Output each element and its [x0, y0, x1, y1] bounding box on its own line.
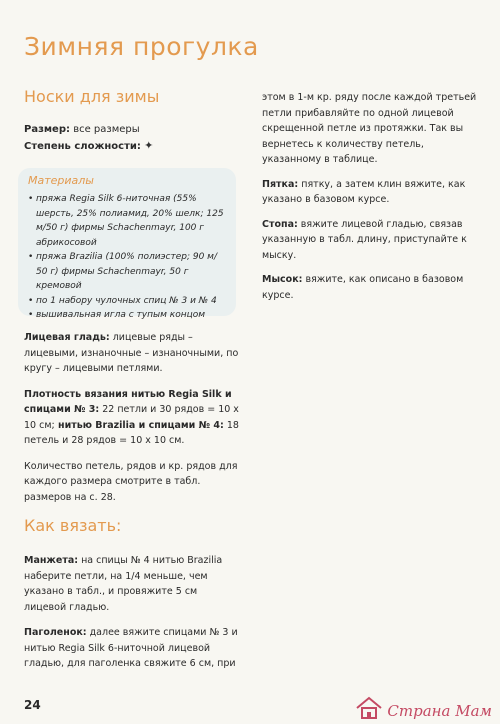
- materials-title: Материалы: [28, 174, 94, 187]
- left-column: [24, 330, 239, 515]
- foot-label: Стопа:: [262, 218, 298, 230]
- foot-text: вяжите лицевой гладью, связав указанную в табл. длину, приступайте к мыску.: [262, 218, 467, 261]
- gauge-text-1: 22 петли и 30 рядов = 10 x 10 см;: [24, 404, 239, 431]
- foot-paragraph: [262, 217, 477, 264]
- section-subtitle: Носки для зимы: [24, 87, 160, 106]
- gauge-text-2: 18 петель и 28 рядов = 10 x 10 см.: [24, 419, 239, 446]
- materials-list: [28, 192, 228, 323]
- size-line: [24, 122, 153, 138]
- difficulty-star-icon: ✦: [144, 139, 154, 152]
- watermark: [355, 696, 492, 720]
- list-item: • по 1 набору чулочных спиц № 3 и № 4: [28, 294, 228, 309]
- pattern-meta: [24, 122, 153, 155]
- heel-text: пятку, а затем клин вяжите, как указано в базовом курсе.: [262, 178, 466, 205]
- right-column: [262, 90, 477, 312]
- difficulty-line: [24, 138, 153, 155]
- leg-label: Паголенок:: [24, 627, 87, 638]
- leg-text: далее вяжите спицами № 3 и нитью Regia Silk 6-ниточной лицевой гладью, для паголенка свяжите 6 см, при: [24, 627, 238, 669]
- gauge-label-2: нитью Brazilia и спицами № 4:: [54, 419, 224, 431]
- heel-label: Пятка:: [262, 178, 299, 190]
- difficulty-label: Степень сложности:: [24, 141, 141, 152]
- heel-paragraph: [262, 177, 477, 208]
- page-number: 24: [24, 698, 41, 712]
- materials-box: [18, 168, 236, 320]
- toe-label: Мысок:: [262, 274, 303, 285]
- cuff-label: Манжета:: [24, 555, 79, 566]
- size-label: Размер:: [24, 124, 71, 135]
- cuff-text: на спицы № 4 нитью Brazilia наберите петли, на 1/4 меньше, чем указано в табл., и провяжите 5 см лицевой гладью.: [24, 555, 223, 613]
- stockinette-label: Лицевая гладь:: [24, 332, 110, 343]
- continuation-paragraph: этом в 1-м кр. ряду после каждой третьей петли прибавляйте по одной лицевой скрещенной петле из протяжки. Так вы вернетесь к количеству петель, указанному в таблице.: [262, 92, 477, 165]
- list-item: • пряжа Brazilia (100% полиэстер; 90 м/ 50 г) фирмы Schachenmayr, 50 г кремовой: [28, 250, 228, 294]
- size-value: все размеры: [73, 124, 140, 135]
- cuff-paragraph: [24, 553, 239, 615]
- gauge-label-1: Плотность вязания нитью Regia Silk и спицами № 3:: [24, 388, 232, 415]
- toe-text: вяжите, как описано в базовом курсе.: [262, 274, 464, 301]
- counts-paragraph: Количество петель, рядов и кр. рядов для каждого размера смотрите в табл. размеров на с. 28.: [24, 460, 238, 503]
- house-logo-icon: [355, 696, 383, 720]
- how-to-title: Как вязать:: [24, 516, 122, 535]
- watermark-text: Страна Мам: [387, 702, 492, 720]
- stockinette-text: лицевые ряды – лицевыми, изнаночные – изнаночными, по кругу – лицевыми петлями.: [24, 332, 239, 374]
- list-item: • пряжа Regia Silk 6-ниточная (55% шерсть, 25% полиамид, 20% шелк; 125 м/50 г) фирмы Schachenmayr, 100 г абрикосовой: [28, 192, 228, 250]
- instructions-left: [24, 553, 239, 682]
- gauge-paragraph: [24, 387, 239, 449]
- stockinette-paragraph: [24, 330, 239, 377]
- leg-paragraph: [24, 625, 239, 672]
- list-item: • вышивальная игла с тупым концом: [28, 308, 228, 323]
- toe-paragraph: [262, 272, 477, 303]
- page-title: Зимняя прогулка: [24, 32, 259, 61]
